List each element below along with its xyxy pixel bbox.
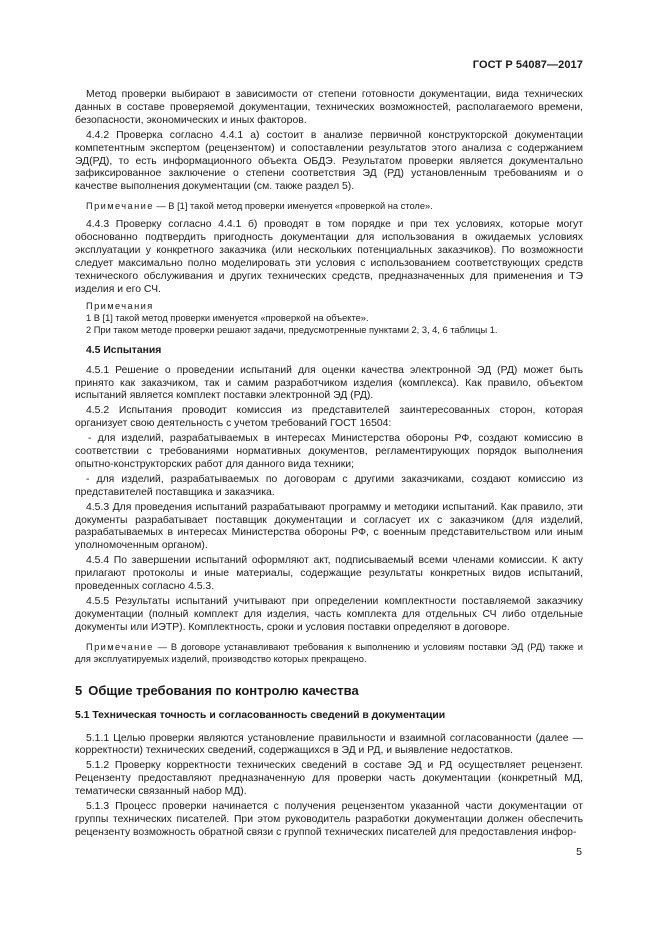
- section-heading-5: [75, 682, 583, 698]
- paragraph-4-5-5: 4.5.5 Результаты испытаний учитывают при определении комплектности поставляемой заказчику документации (полный комплект для изделия, часть комплекта для отдельных СЧ либо отдельные документы или ИЭТР). Комплектность, сроки и условия поставки определяют в договоре.: [75, 596, 583, 633]
- paragraph-5-1-3: 5.1.3 Процесс проверки начинается с получения рецензентом указанной части документации от группы технических писателей. При этом руководитель разработки документации должен обеспечить рецензенту возможность обратной связи с группой технических писателей для предоставления инфор-: [75, 801, 583, 838]
- note-label: Примечание: [86, 641, 154, 652]
- note-label: Примечание: [86, 201, 154, 212]
- note-item: 1 В [1] такой метод проверки именуется «проверкой на объекте».: [86, 312, 369, 323]
- section-number: 5: [75, 682, 83, 698]
- note-dash: —: [157, 641, 167, 652]
- note: [75, 200, 583, 212]
- paragraph-4-5-4: 4.5.4 По завершении испытаний оформляют акт, подписываемый всеми членами комиссии. К акту прилагают протоколы и иные материалы, содержащие результаты конкретных видов испытаний, проведенных согласно 4.5.3.: [75, 555, 583, 593]
- page-number: 5: [576, 846, 582, 858]
- page-body: [75, 89, 583, 842]
- note: [75, 641, 583, 665]
- paragraph-4-5-1: 4.5.1 Решение о проведении испытаний для оценки качества электронной ЭД (РД) может быть принято как заказчиком, так и самим разработчиком изделия (комплекса). Как правило, объектом испытаний является комплект поставки электронной ЭД (РД).: [75, 364, 583, 402]
- list-item: - для изделий, разрабатываемых по договорам с другими заказчиками, создают комиссию из представителей поставщика и заказчика.: [75, 473, 583, 498]
- note-dash: —: [156, 201, 166, 212]
- subsection-heading-5-1: 5.1 Техническая точность и согласованность сведений в документации: [75, 709, 446, 721]
- notes-block: [75, 300, 583, 336]
- paragraph-4-4-2: 4.4.2 Проверка согласно 4.4.1 а) состоит в анализе первичной конструкторской документации компетентным экспертом (рецензентом) и сопоставлении результатов этого анализа с содержанием ЭД(РД), то есть информационного объекта ОБДЭ. Результатом проверки является документально зафиксированное заключение о степени соответствия ЭД (РД) установленным требованиям и о качестве выполнения документации (см. также раздел 5).: [75, 129, 583, 193]
- section-title: Общие требования по контролю качества: [88, 682, 359, 698]
- note-text: В [1] такой метод проверки именуется «проверкой на столе».: [168, 201, 433, 212]
- subsection-heading-4-5: 4.5 Испытания: [86, 344, 162, 356]
- notes-label: Примечания: [86, 300, 154, 311]
- paragraph-4-5-3: 4.5.3 Для проведения испытаний разрабатывают программу и методики испытаний. Как правило, эти документы разрабатывает поставщик документации и согласует их с заказчиком (для изделий, разрабатываемых в интересах Министерства обороны РФ, с военным представительством или иным уполномоченным органом).: [75, 501, 583, 552]
- note-item: 2 При таком методе проверки решают задачи, предусмотренные пунктами 2, 3, 4, 6 таблицы 1.: [86, 324, 498, 335]
- list-item: - для изделий, разрабатываемых в интересах Министерства обороны РФ, создают комиссию в соответствии с требованиями нормативных документов, регламентирующих порядок выполнения опытно-конструкторских работ для данного вида техники;: [75, 433, 583, 470]
- paragraph-4-4-3: 4.4.3 Проверку согласно 4.4.1 б) проводят в том порядке и при тех условиях, которые могут обоснованно подтвердить пригодность документации для использования в ожидаемых условиях эксплуатации у конкретного заказчика (или нескольких потенциальных заказчиков). По возможности следует максимально полно моделировать эти условия с использованием соответствующих средств технического обслуживания и других технических средств, предназначенных для применения и ТЭ изделия и его СЧ.: [75, 219, 583, 295]
- note-text: В договоре устанавливают требования к выполнению и условиям поставки ЭД (РД) также и для эксплуатируемых изделий, производство которых прекращено.: [75, 641, 583, 664]
- paragraph-5-1-2: 5.1.2 Проверку корректности технических сведений в составе ЭД и РД осуществляет рецензент. Рецензенту предоставляют предназначенную для проверки часть документации (конкретный МД, тематически связанный набор МД).: [75, 760, 583, 798]
- paragraph-4-5-2: 4.5.2 Испытания проводит комиссия из представителей заинтересованных сторон, которая организует свою деятельность с учетом требований ГОСТ 16504:: [75, 405, 583, 430]
- paragraph-5-1-1: 5.1.1 Целью проверки являются установление правильности и взаимной согласованности (далее — корректности) технических сведений, содержащихся в ЭД и РД, и выявление недостатков.: [75, 732, 583, 757]
- standard-code: ГОСТ Р 54087—2017: [472, 59, 583, 71]
- paragraph: Метод проверки выбирают в зависимости от степени готовности документации, вида технических данных в составе проверяемой документации, технических возможностей, располагаемого времени, безопасности, экономических и иных факторов.: [75, 89, 583, 126]
